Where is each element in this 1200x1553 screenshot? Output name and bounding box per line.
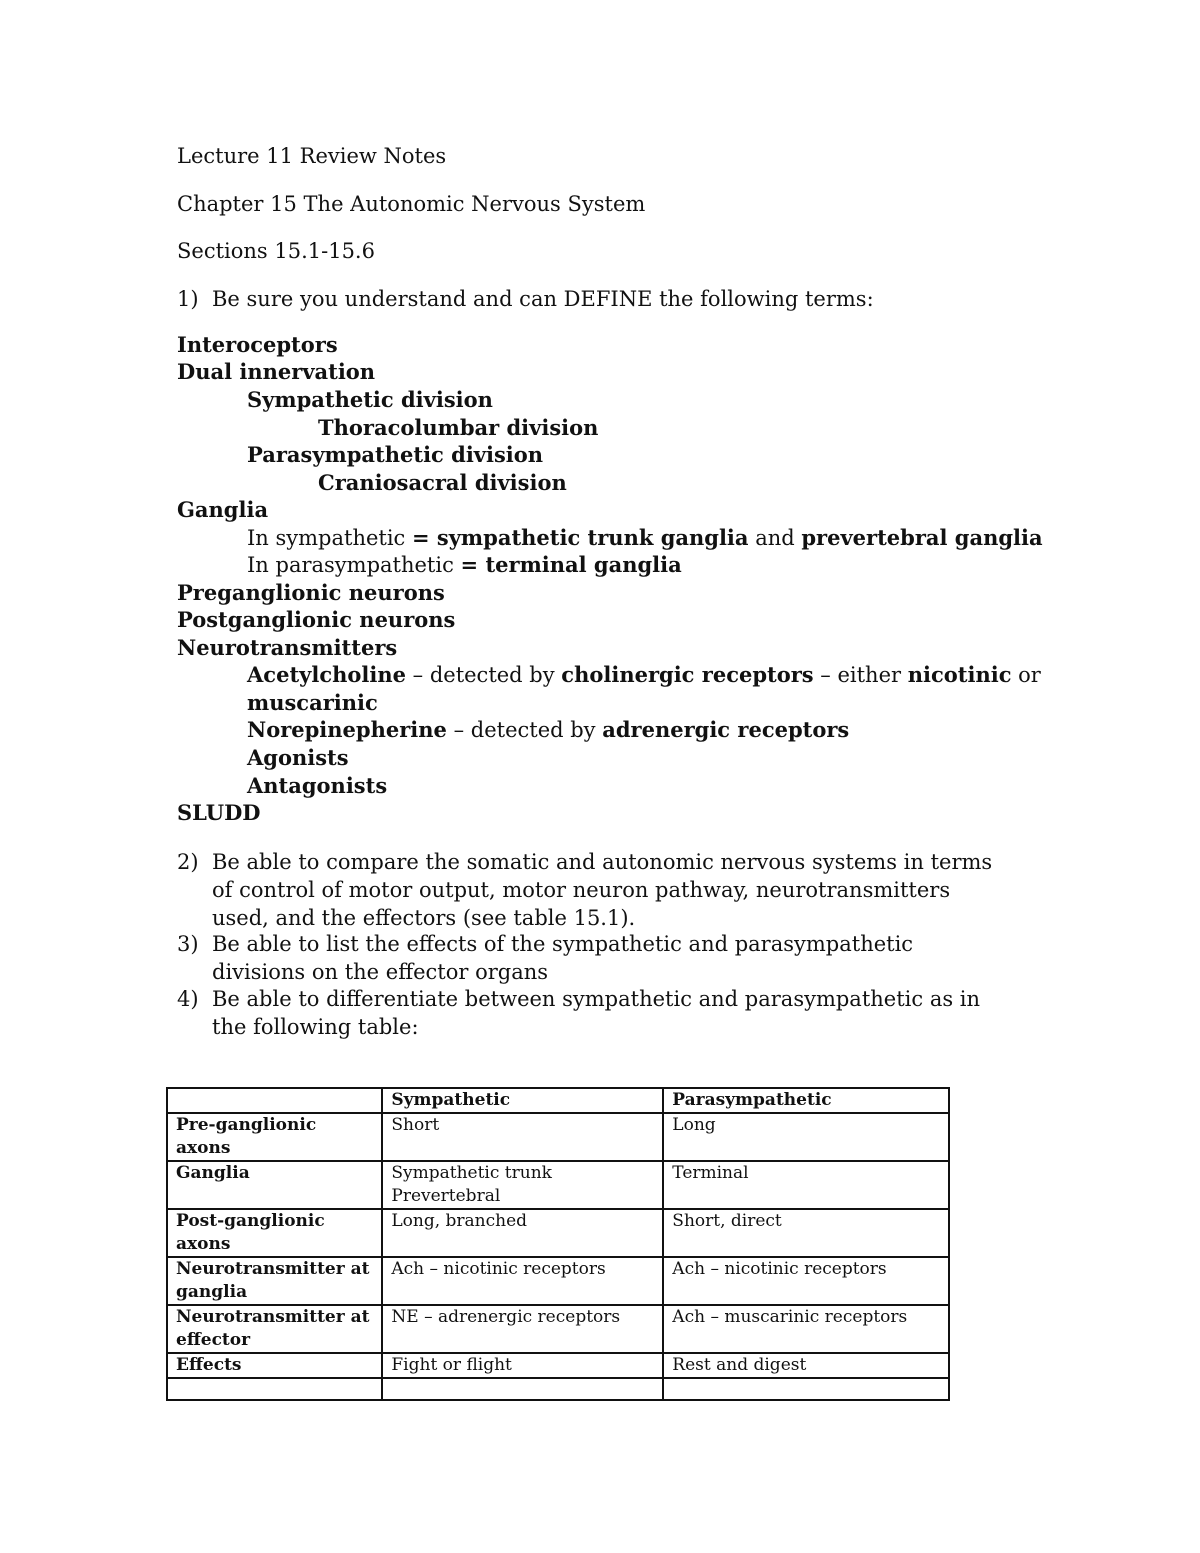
ganglia-parasympathetic-line bbox=[247, 551, 682, 579]
sympathetic-cell: Fight or flight bbox=[382, 1353, 663, 1378]
term-norepinepherine: Norepinepherine bbox=[247, 717, 447, 742]
term-interoceptors: Interoceptors bbox=[177, 332, 338, 357]
ne-detected-by: – detected by bbox=[446, 718, 603, 742]
either-text: – either bbox=[813, 663, 908, 687]
question-number: 1) bbox=[177, 287, 199, 311]
term-thoracolumbar-division: Thoracolumbar division bbox=[318, 415, 599, 440]
table-row bbox=[167, 1161, 949, 1209]
term-acetylcholine: Acetylcholine bbox=[247, 662, 406, 687]
question-1 bbox=[177, 285, 1007, 313]
ganglia-sympathetic-prefix: In sympathetic bbox=[247, 526, 412, 550]
term-parasympathetic-division: Parasympathetic division bbox=[247, 442, 544, 467]
sympathetic-cell: Short bbox=[382, 1113, 663, 1161]
term-neurotransmitters: Neurotransmitters bbox=[177, 635, 398, 660]
question-4 bbox=[177, 985, 1007, 1041]
terminal-ganglia: = terminal ganglia bbox=[460, 552, 682, 577]
term-preganglionic-neurons: Preganglionic neurons bbox=[177, 580, 445, 605]
term-agonists: Agonists bbox=[247, 745, 349, 770]
comparison-table bbox=[166, 1087, 950, 1401]
term-muscarinic: muscarinic bbox=[247, 690, 378, 715]
row-label: Ganglia bbox=[167, 1161, 382, 1209]
nicotinic-term: nicotinic bbox=[907, 662, 1012, 687]
question-text: Be able to differentiate between sympathetic and parasympathetic as in the following table: bbox=[212, 987, 981, 1039]
question-number: 3) bbox=[177, 932, 199, 956]
table-row bbox=[167, 1305, 949, 1353]
parasympathetic-cell: Long bbox=[663, 1113, 949, 1161]
or-text: or bbox=[1011, 663, 1041, 687]
row-label: Post-ganglionic axons bbox=[167, 1209, 382, 1257]
chapter-title: Chapter 15 The Autonomic Nervous System bbox=[177, 192, 646, 216]
sympathetic-cell bbox=[382, 1378, 663, 1400]
parasympathetic-cell: Short, direct bbox=[663, 1209, 949, 1257]
table-row bbox=[167, 1113, 949, 1161]
parasympathetic-cell: Terminal bbox=[663, 1161, 949, 1209]
ganglia-sympathetic-line bbox=[247, 524, 1043, 552]
term-craniosacral-division: Craniosacral division bbox=[318, 470, 567, 495]
table-header-sympathetic: Sympathetic bbox=[382, 1088, 663, 1113]
parasympathetic-cell: Ach – muscarinic receptors bbox=[663, 1305, 949, 1353]
question-3 bbox=[177, 930, 1007, 986]
row-label: Neurotransmitter at effector bbox=[167, 1305, 382, 1353]
term-sludd: SLUDD bbox=[177, 800, 261, 825]
row-label: Pre-ganglionic axons bbox=[167, 1113, 382, 1161]
question-text: Be sure you understand and can DEFINE the following terms: bbox=[212, 287, 874, 311]
norepinephrine-line bbox=[247, 716, 849, 744]
table-header-parasympathetic: Parasympathetic bbox=[663, 1088, 949, 1113]
term-sympathetic-division: Sympathetic division bbox=[247, 387, 493, 412]
adrenergic-receptors: adrenergic receptors bbox=[602, 717, 850, 742]
sympathetic-cell: Ach – nicotinic receptors bbox=[382, 1257, 663, 1305]
question-number: 2) bbox=[177, 850, 199, 874]
term-ganglia: Ganglia bbox=[177, 497, 269, 522]
sympathetic-cell: Long, branched bbox=[382, 1209, 663, 1257]
term-postganglionic-neurons: Postganglionic neurons bbox=[177, 607, 456, 632]
ganglia-and: and bbox=[748, 526, 802, 550]
table-row bbox=[167, 1209, 949, 1257]
prevertebral-ganglia: prevertebral ganglia bbox=[801, 525, 1043, 550]
term-antagonists: Antagonists bbox=[247, 773, 388, 798]
parasympathetic-cell: Ach – nicotinic receptors bbox=[663, 1257, 949, 1305]
sympathetic-cell: NE – adrenergic receptors bbox=[382, 1305, 663, 1353]
question-number: 4) bbox=[177, 987, 199, 1011]
table-row bbox=[167, 1353, 949, 1378]
question-2 bbox=[177, 848, 1007, 932]
table-header-cell bbox=[167, 1088, 382, 1113]
lecture-title: Lecture 11 Review Notes bbox=[177, 144, 447, 168]
parasympathetic-cell bbox=[663, 1378, 949, 1400]
term-dual-innervation: Dual innervation bbox=[177, 359, 376, 384]
row-label: Effects bbox=[167, 1353, 382, 1378]
question-text: Be able to compare the somatic and autonomic nervous systems in terms of control of motor output, motor neuron pathway, neurotransmitters used, and the effectors (see table 15.1). bbox=[212, 850, 993, 930]
ganglia-parasympathetic-prefix: In parasympathetic bbox=[247, 553, 461, 577]
ach-detected-by: – detected by bbox=[405, 663, 562, 687]
table-row bbox=[167, 1257, 949, 1305]
sympathetic-cell: Sympathetic trunk Prevertebral bbox=[382, 1161, 663, 1209]
table-row-empty bbox=[167, 1378, 949, 1400]
row-label bbox=[167, 1378, 382, 1400]
sections-label: Sections 15.1-15.6 bbox=[177, 239, 375, 263]
question-text: Be able to list the effects of the sympathetic and parasympathetic divisions on the effector organs bbox=[212, 932, 914, 984]
sympathetic-trunk-ganglia: = sympathetic trunk ganglia bbox=[412, 525, 749, 550]
row-label: Neurotransmitter at ganglia bbox=[167, 1257, 382, 1305]
acetylcholine-line bbox=[247, 661, 1041, 689]
table-header-row bbox=[167, 1088, 949, 1113]
parasympathetic-cell: Rest and digest bbox=[663, 1353, 949, 1378]
cholinergic-receptors: cholinergic receptors bbox=[561, 662, 814, 687]
